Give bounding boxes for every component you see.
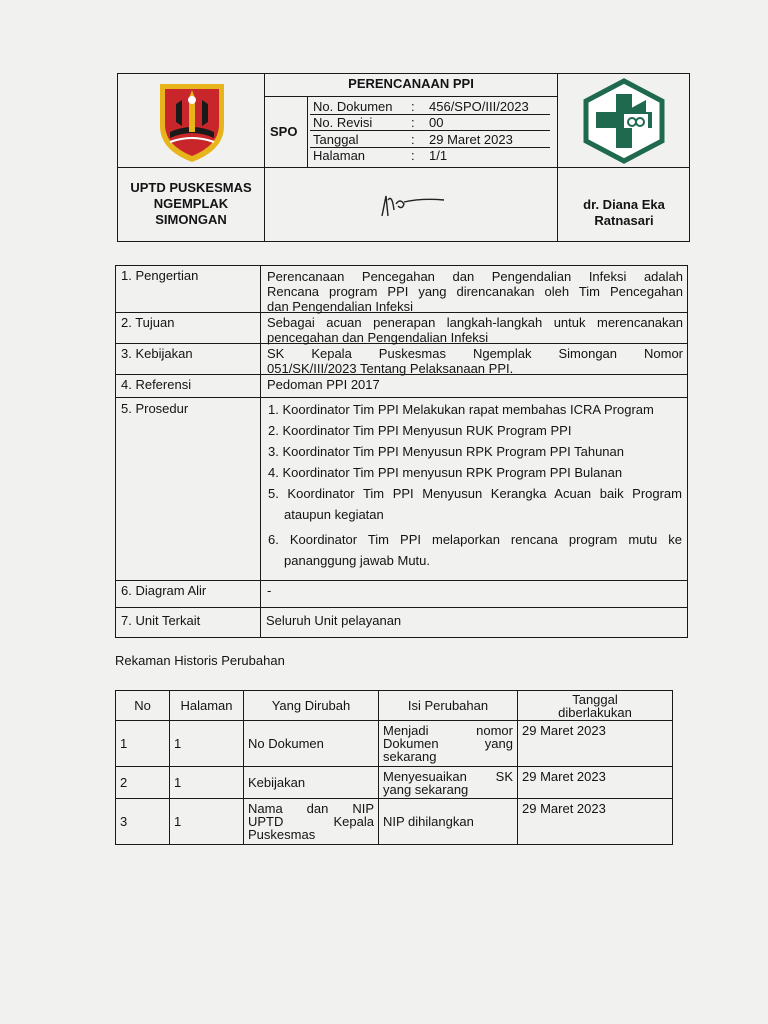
- organization-name: UPTD PUSKESMAS NGEMPLAK SIMONGAN: [130, 180, 252, 227]
- text-diagram-alir: -: [267, 583, 272, 598]
- history-title: Rekaman Historis Perubahan: [115, 653, 285, 668]
- table-row: 1 1 No Dokumen Menjadi nomor Dokumen yang sekarang 29 Maret 2023: [116, 721, 673, 767]
- col-isi-perubahan: Isi Perubahan: [379, 691, 518, 721]
- signature: [378, 190, 448, 220]
- city-shield-logo: [152, 78, 232, 164]
- text-kebijakan: SK Kepala Puskesmas Ngemplak Simongan Nomor 051/SK/III/2023 Tentang Pelaksanaan PPI.: [267, 346, 683, 376]
- procedure-step: 3. Koordinator Tim PPI Menyusun RPK Program PPI Tahunan: [268, 444, 624, 459]
- col-yang-dirubah: Yang Dirubah: [244, 691, 379, 721]
- label-referensi: 4. Referensi: [121, 377, 192, 392]
- procedure-step-cont: pananggung jawab Mutu.: [284, 553, 431, 568]
- text-pengertian: Perencanaan Pencegahan dan Pengendalian Infeksi adalah Rencana program PPI yang direncanakan oleh Tim Pencegahan dan Pengendalian Infeksi: [267, 269, 683, 314]
- procedure-list: [268, 402, 682, 568]
- procedure-step: 4. Koordinator Tim PPI menyusun RPK Program PPI Bulanan: [268, 465, 623, 480]
- procedure-step: 6. Koordinator Tim PPI melaporkan rencana program mutu ke: [268, 532, 682, 547]
- table-row: 2 1 Kebijakan Menyesuaikan SK yang sekarang 29 Maret 2023: [116, 767, 673, 799]
- text-tujuan: Sebagai acuan penerapan langkah-langkah untuk merencanakan pencegahan dan Pengendalian Infeksi: [267, 315, 683, 345]
- label-unit-terkait: 7. Unit Terkait: [121, 613, 201, 628]
- procedure-step: 1. Koordinator Tim PPI Melakukan rapat membahas ICRA Program: [268, 402, 654, 417]
- col-halaman: Halaman: [170, 691, 244, 721]
- spo-label: SPO: [270, 124, 298, 139]
- col-no: No: [116, 691, 170, 721]
- label-kebijakan: 3. Kebijakan: [121, 346, 193, 361]
- table-row: 3 1 Nama dan NIP UPTD Kepala Puskesmas NIP dihilangkan 29 Maret 2023: [116, 799, 673, 845]
- puskesmas-logo: [580, 78, 668, 164]
- text-referensi: Pedoman PPI 2017: [267, 377, 380, 392]
- label-pengertian: 1. Pengertian: [121, 268, 199, 283]
- procedure-step: 2. Koordinator Tim PPI Menyusun RUK Program PPI: [268, 423, 572, 438]
- document-title: PERENCANAAN PPI: [348, 76, 474, 91]
- label-tujuan: 2. Tujuan: [121, 315, 175, 330]
- label-prosedur: 5. Prosedur: [121, 401, 189, 416]
- signer-name: dr. Diana Eka Ratnasari: [583, 197, 665, 228]
- history-table: [115, 690, 673, 845]
- text-unit-terkait: Seluruh Unit pelayanan: [266, 613, 402, 628]
- col-tanggal: Tanggal diberlakukan: [518, 691, 673, 721]
- procedure-step-cont: ataupun kegiatan: [284, 507, 384, 522]
- table-header-row: [116, 691, 673, 721]
- procedure-step: 5. Koordinator Tim PPI Menyusun Kerangka Acuan baik Program: [268, 486, 682, 501]
- label-diagram-alir: 6. Diagram Alir: [121, 583, 207, 598]
